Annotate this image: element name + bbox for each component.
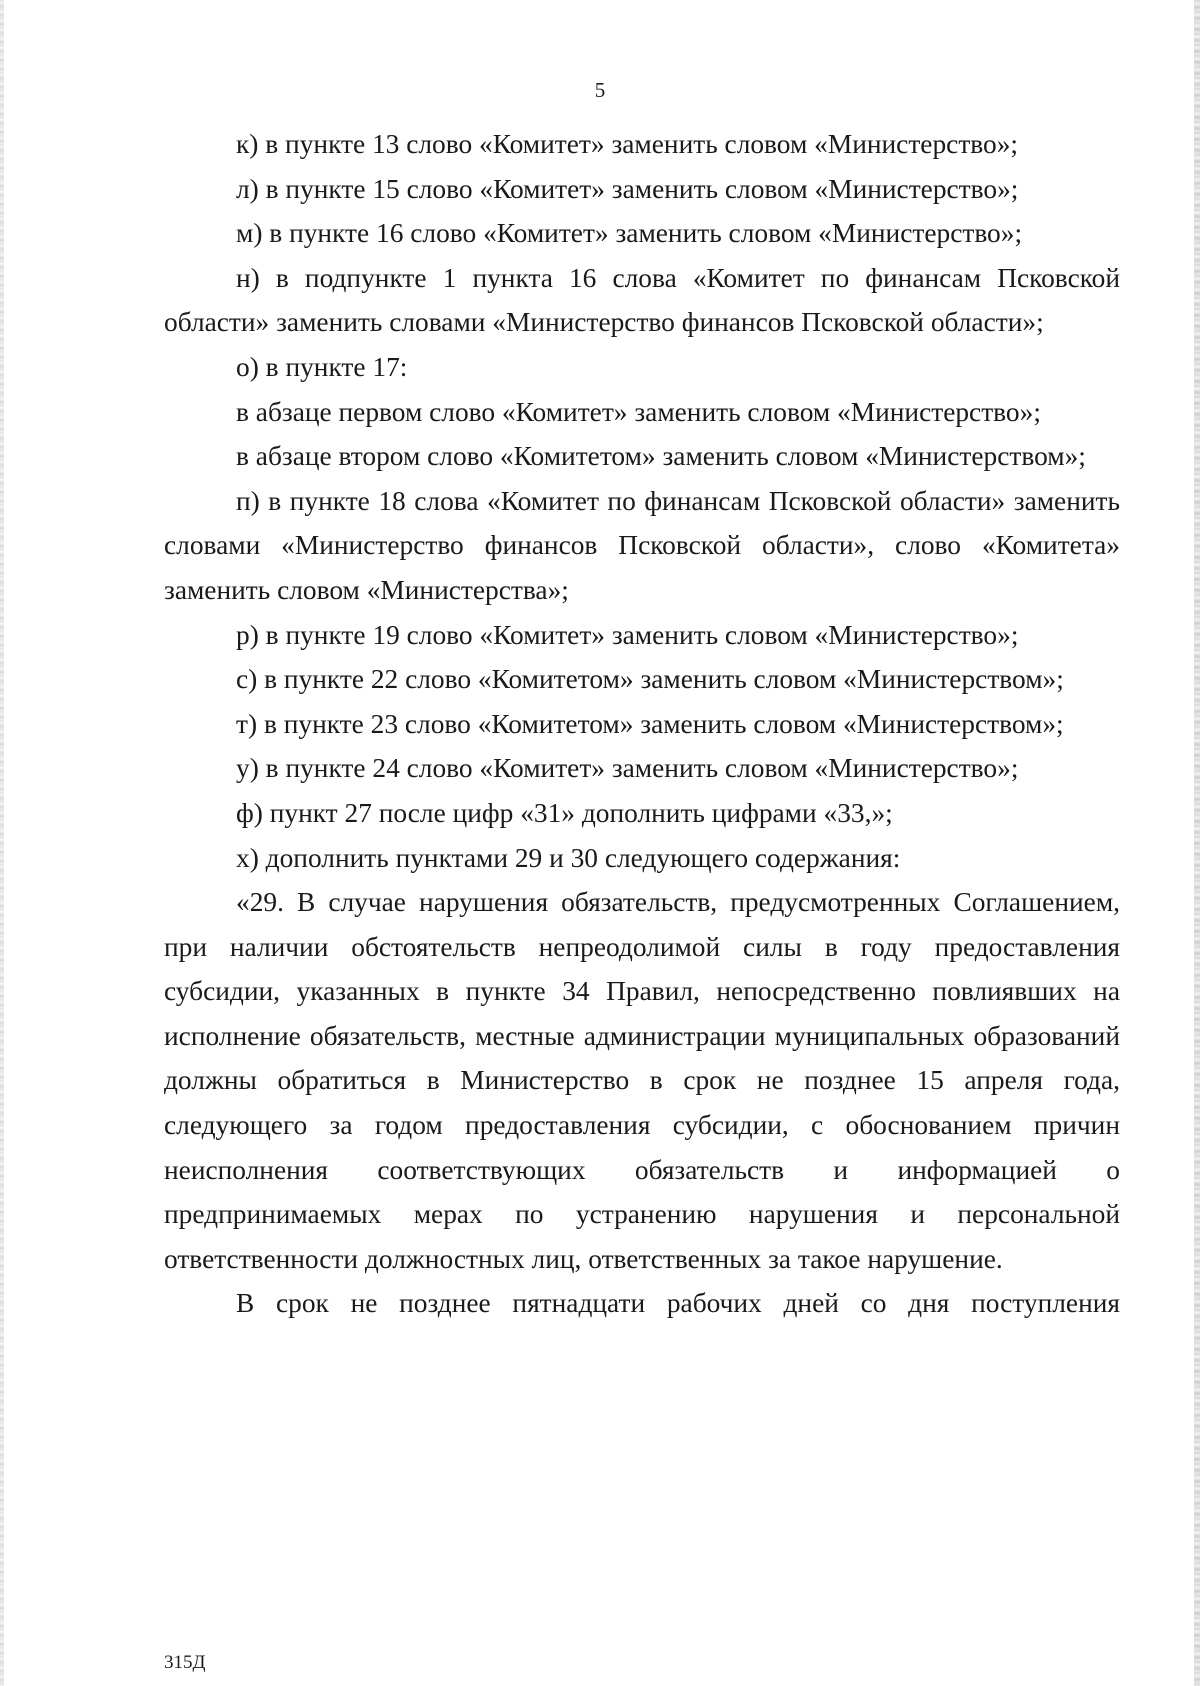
paragraph-r: р) в пункте 19 слово «Комитет» заменить словом «Министерство»; — [236, 619, 1019, 650]
paragraph-kh: х) дополнить пунктами 29 и 30 следующего содержания: — [236, 842, 901, 873]
paragraph-f: ф) пункт 27 после цифр «31» дополнить цифрами «33,»; — [236, 797, 893, 828]
document-body — [164, 122, 1120, 1326]
scan-edge-left — [0, 0, 4, 1686]
paragraph-29: «29. В случае нарушения обязательств, предусмотренных Соглашением, при наличии обстоятельств непреодолимой силы в году предоставления субсидии, указанных в пункте 34 Правил, непосредственно повлиявших на исполнение обязательств, местные администрации муниципальных образований должны обратиться в Министерство в срок не позднее 15 апреля года, следующего за годом предоставления субсидии, с обоснованием причин неисполнения соответствующих обязательств и информацией о предпринимаемых мерах по устранению нарушения и персональной ответственности должностных лиц, ответственных за такое нарушение. — [164, 887, 1120, 1274]
scan-edge-right — [1194, 0, 1200, 1686]
paragraph-n: н) в подпункте 1 пункта 16 слова «Комитет по финансам Псковской области» заменить словами «Министерство финансов Псковской области»; — [164, 262, 1120, 338]
paragraph-t: т) в пункте 23 слово «Комитетом» заменить словом «Министерством»; — [236, 708, 1064, 739]
page-number: 5 — [594, 78, 606, 102]
paragraph-l: л) в пункте 15 слово «Комитет» заменить словом «Министерство»; — [236, 173, 1019, 204]
paragraph-deadline: В срок не позднее пятнадцати рабочих дней со дня поступления — [236, 1288, 1120, 1319]
paragraph-k: к) в пункте 13 слово «Комитет» заменить словом «Министерство»; — [236, 129, 1019, 159]
paragraph-o-second: в абзаце втором слово «Комитетом» заменить словом «Министерством»; — [236, 441, 1086, 472]
paragraph-o-first: в абзаце первом слово «Комитет» заменить словом «Министерство»; — [236, 396, 1041, 427]
paragraph-p: п) в пункте 18 слова «Комитет по финансам Псковской области» заменить словами «Министерство финансов Псковской области», слово «Комитета» заменить словом «Министерства»; — [164, 485, 1120, 605]
paragraph-m: м) в пункте 16 слово «Комитет» заменить словом «Министерство»; — [236, 218, 1023, 249]
document-code: 315Д — [164, 1652, 206, 1673]
paragraph-u: у) в пункте 24 слово «Комитет» заменить словом «Министерство»; — [236, 753, 1019, 784]
paragraph-o: о) в пункте 17: — [236, 351, 408, 382]
paragraph-s: с) в пункте 22 слово «Комитетом» заменить словом «Министерством»; — [236, 664, 1064, 695]
